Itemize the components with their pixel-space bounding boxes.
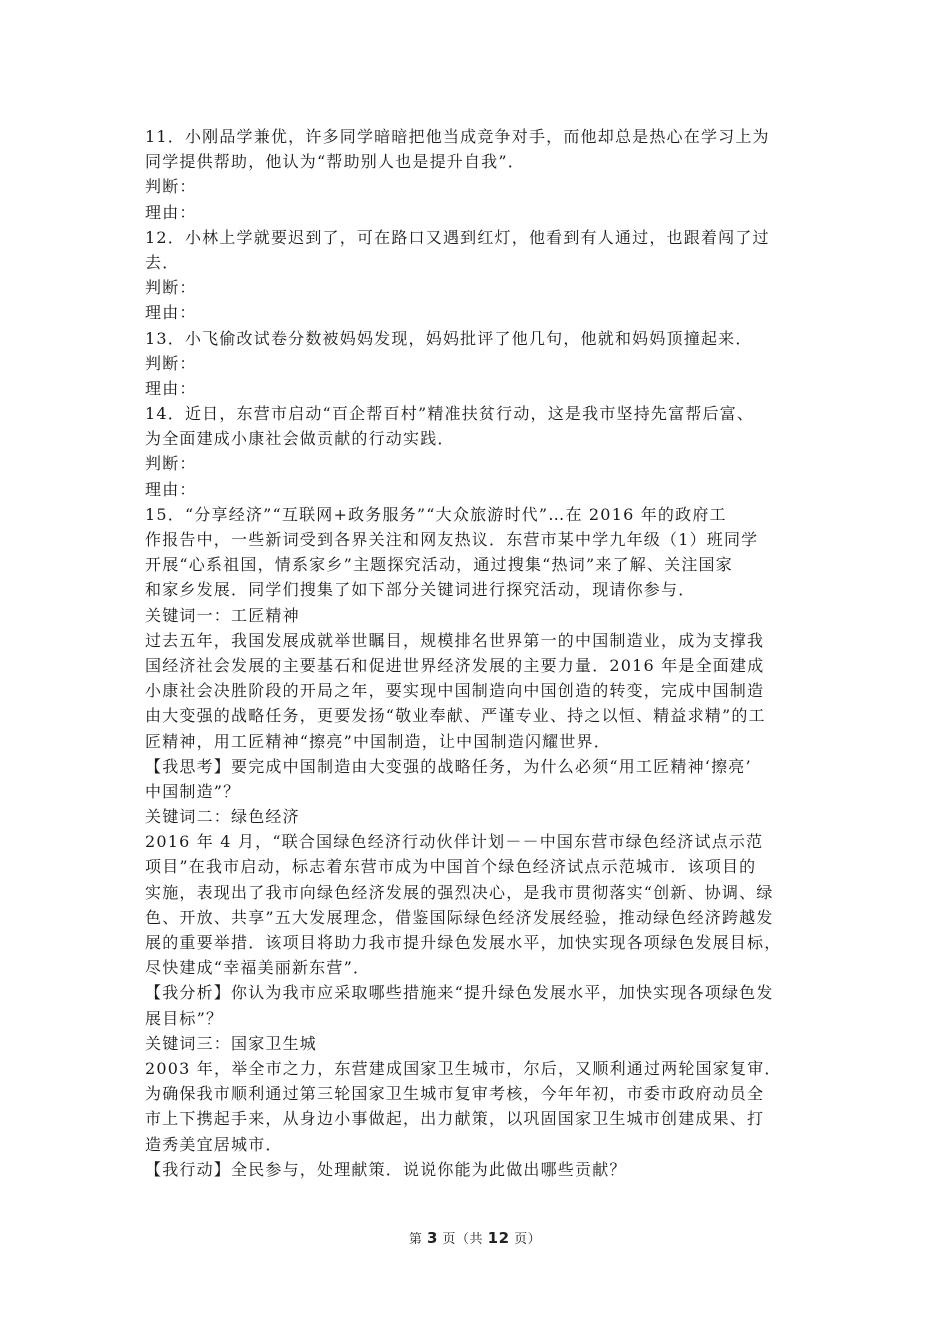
text-line: 【我行动】全民参与，处理献策．说说你能为此做出哪些贡献？ <box>145 1159 627 1179</box>
text-line: 关键词一：工匠精神 <box>145 605 300 625</box>
text-line: 判断： <box>145 278 197 298</box>
text-line: 判断： <box>145 353 197 373</box>
footer-total-pages: 12 <box>487 1229 510 1247</box>
text-line: 12．小林上学就要迟到了，可在路口又遇到红灯，他看到有人通过，也跟着闯了过 <box>145 227 770 247</box>
text-line: 【我分析】你认为我市应采取哪些措施来“提升绿色发展水平，加快实现各项绿色发 <box>145 983 774 1003</box>
text-line: 项目”在我市启动，标志着东营市成为中国首个绿色经济试点示范城市．该项目的 <box>145 857 757 877</box>
text-line: 2003 年，举全市之力，东营建成国家卫生城市，尔后，又顺利通过两轮国家复审． <box>145 1058 782 1078</box>
footer-middle: 页（共 <box>437 1232 488 1247</box>
text-line: 理由： <box>145 202 197 222</box>
text-line: 展的重要举措．该项目将助力我市提升绿色发展水平，加快实现各项绿色发展目标， <box>145 933 782 952</box>
text-line: 作报告中，一些新词受到各界关注和网友热议．东营市某中学九年级（1）班同学 <box>145 530 759 549</box>
text-line: 过去五年，我国发展成就举世瞩目，规模排名世界第一的中国制造业，成为支撑我 <box>145 630 765 650</box>
text-line: 11．小刚品学兼优，许多同学暗暗把他当成竞争对手，而他却总是热心在学习上为 <box>145 127 770 146</box>
text-line: 同学提供帮助，他认为“帮助别人也是提升自我”． <box>145 152 525 172</box>
text-line: 13．小飞偷改试卷分数被妈妈发现，妈妈批评了他几句，他就和妈妈顶撞起来． <box>145 328 753 348</box>
text-line: 匠精神，用工匠精神“擦亮”中国制造，让中国制造闪耀世界． <box>145 731 611 751</box>
text-line: 14．近日，东营市启动“百企帮百村”精准扶贫行动，这是我市坚持先富帮后富、 <box>145 404 755 424</box>
footer-page-number: 3 <box>426 1229 438 1247</box>
footer-suffix: 页） <box>509 1232 542 1247</box>
text-line: 判断： <box>145 454 197 474</box>
text-line: 判断： <box>145 177 197 197</box>
text-line: 尽快建成“幸福美丽新东营”． <box>145 958 371 978</box>
text-line: 实施，表现出了我市向绿色经济发展的强烈决心，是我市贯彻落实“创新、协调、绿 <box>145 882 774 902</box>
text-line: 【我思考】要完成中国制造由大变强的战略任务，为什么必须“用工匠精神‘擦亮’ <box>145 756 752 776</box>
text-line: 由大变强的战略任务，更要发扬“敬业奉献、严谨专业、持之以恒、精益求精”的工 <box>145 706 766 726</box>
text-line: 2016 年 4 月，“联合国绿色经济行动伙伴计划－－中国东营市绿色经济试点示范 <box>145 832 764 852</box>
text-line: 展目标”？ <box>145 1008 224 1028</box>
text-line: 去． <box>145 252 180 272</box>
text-line: 15．“分享经济”“互联网+政务服务”“大众旅游时代”…在 2016 年的政府工 <box>145 504 727 524</box>
text-line: 理由： <box>145 303 197 323</box>
text-line: 造秀美宜居城市． <box>145 1134 283 1154</box>
page-body <box>145 124 810 1182</box>
text-line: 色、开放、共享”五大发展理念，借鉴国际绿色经济发展经验，推动绿色经济跨越发 <box>145 907 774 927</box>
text-line: 理由： <box>145 378 197 398</box>
text-line: 市上下携起手来，从身边小事做起，出力献策，以巩固国家卫生城市创建成果、打 <box>145 1109 765 1129</box>
text-line: 中国制造”？ <box>145 781 241 801</box>
text-line: 为确保我市顺利通过第三轮国家卫生城市复审考核，今年年初，市委市政府动员全 <box>145 1084 765 1104</box>
page-footer <box>0 1228 950 1247</box>
text-line: 开展“心系祖国，情系家乡”主题探究活动，通过搜集“热词”来了解、关注国家 <box>145 555 733 575</box>
text-line: 关键词二：绿色经济 <box>145 807 300 827</box>
text-line: 和家乡发展．同学们搜集了如下部分关键词进行探究活动，现请你参与． <box>145 580 696 600</box>
text-line: 国经济社会发展的主要基石和促进世界经济发展的主要力量．2016 年是全面建成 <box>145 655 765 675</box>
text-line: 小康社会决胜阶段的开局之年，要实现中国制造向中国创造的转变，完成中国制造 <box>145 681 765 701</box>
footer-prefix: 第 <box>408 1232 427 1247</box>
text-line: 关键词三：国家卫生城 <box>145 1033 318 1053</box>
text-line: 理由： <box>145 479 197 499</box>
text-line: 为全面建成小康社会做贡献的行动实践． <box>145 429 455 449</box>
